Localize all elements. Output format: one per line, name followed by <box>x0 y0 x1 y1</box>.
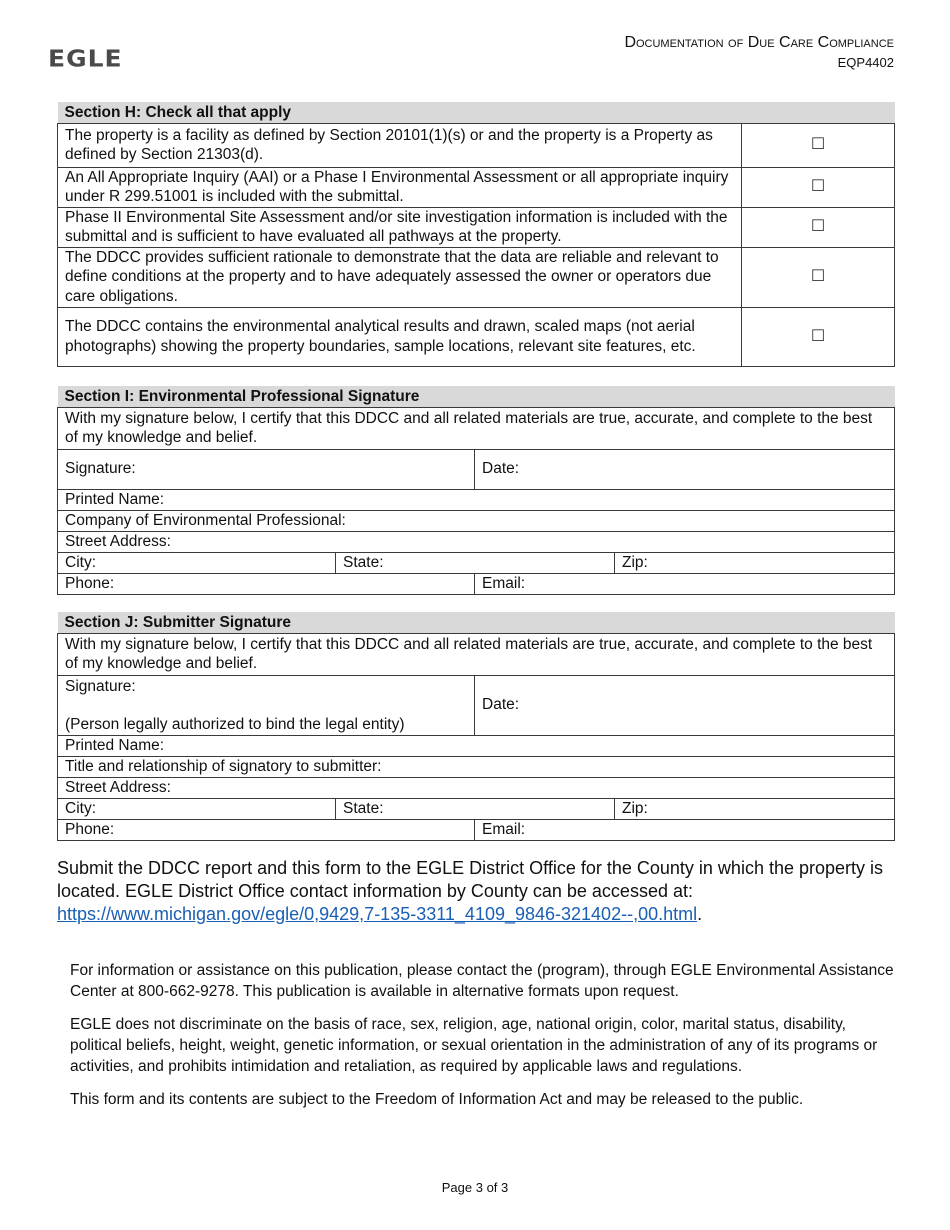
state-field[interactable]: State: <box>336 798 615 819</box>
signature-field[interactable] <box>58 675 475 735</box>
section-h-checkbox[interactable]: ☐ <box>742 167 895 207</box>
section-i-table <box>57 386 895 595</box>
email-field[interactable]: Email: <box>475 573 895 594</box>
zip-field[interactable]: Zip: <box>615 552 895 573</box>
section-h-table <box>57 102 895 367</box>
submit-instructions <box>57 857 907 926</box>
section-h-checkbox[interactable]: ☐ <box>742 307 895 366</box>
zip-field[interactable]: Zip: <box>615 798 895 819</box>
section-h-item-text: Phase II Environmental Site Assessment and/or site investigation information is included with the submittal and is sufficient to have evaluated all pathways at the property. <box>58 207 742 247</box>
signature-note: (Person legally authorized to bind the legal entity) <box>65 716 405 733</box>
city-field[interactable]: City: <box>58 798 336 819</box>
submit-trailing: . <box>697 904 703 924</box>
section-h-item-text: The DDCC provides sufficient rationale to demonstrate that the data are reliable and relevant to define conditions at the property and to have adequately assessed the owner or operators due care obligations. <box>58 247 742 307</box>
certification-statement: With my signature below, I certify that this DDCC and all related materials are true, accurate, and complete to the best of my knowledge and belief. <box>58 633 895 675</box>
company-field[interactable]: Company of Environmental Professional: <box>58 510 895 531</box>
egle-logo: EGLE <box>48 45 123 72</box>
phone-field[interactable]: Phone: <box>58 573 475 594</box>
info-paragraph: This form and its contents are subject to the Freedom of Information Act and may be released to the public. <box>70 1091 804 1108</box>
page-number: Page 3 of 3 <box>441 1180 509 1195</box>
certification-statement: With my signature below, I certify that this DDCC and all related materials are true, accurate, and complete to the best of my knowledge and belief. <box>58 407 895 449</box>
signature-label: Signature: <box>65 677 136 695</box>
document-header <box>624 34 894 70</box>
section-h-item-text: An All Appropriate Inquiry (AAI) or a Phase I Environmental Assessment or all appropriate inquiry under R 299.51001 is included with the submittal. <box>58 167 742 207</box>
section-h-checkbox[interactable]: ☐ <box>742 207 895 247</box>
date-field[interactable]: Date: <box>475 675 895 735</box>
info-paragraph: EGLE does not discriminate on the basis of race, sex, religion, age, national origin, color, marital status, disability, political beliefs, height, weight, genetic information, or sexual orientation in the administration of any of its programs or activities, and prohibits intimidation and retaliation, as required by applicable laws and regulations. <box>70 1016 878 1075</box>
info-paragraph: For information or assistance on this publication, please contact the (program), through EGLE Environmental Assistance Center at 800-662-9278. This publication is available in alternative formats upon request. <box>70 962 894 1000</box>
section-h-item-text: The DDCC contains the environmental analytical results and drawn, scaled maps (not aerial photographs) showing the property boundaries, sample locations, relevant site features, etc. <box>58 307 742 366</box>
publication-info <box>70 960 900 1122</box>
section-h-checkbox[interactable]: ☐ <box>742 247 895 307</box>
state-field[interactable]: State: <box>336 552 615 573</box>
district-office-link[interactable]: https://www.michigan.gov/egle/0,9429,7-135-3311_4109_9846-321402--,00.html <box>57 904 698 924</box>
section-h-item-text: The property is a facility as defined by Section 20101(1)(s) or and the property is a Property as defined by Section 21303(d). <box>58 123 742 167</box>
street-address-field[interactable]: Street Address: <box>58 531 895 552</box>
email-field[interactable]: Email: <box>475 819 895 840</box>
form-code: EQP4402 <box>837 55 894 70</box>
submit-text: Submit the DDCC report and this form to the EGLE District Office for the County in which the property is located. EGLE District Office contact information by County can be accessed at: <box>57 858 884 901</box>
phone-field[interactable]: Phone: <box>58 819 475 840</box>
section-h-title: Section H: Check all that apply <box>58 102 895 123</box>
section-i-title: Section I: Environmental Professional Signature <box>58 386 895 407</box>
document-title: Documentation of Due Care Compliance <box>624 34 894 51</box>
date-field[interactable]: Date: <box>475 449 895 489</box>
section-j-title: Section J: Submitter Signature <box>58 612 895 633</box>
section-j-table <box>57 612 895 841</box>
printed-name-field[interactable]: Printed Name: <box>58 735 895 756</box>
signature-field[interactable]: Signature: <box>58 449 475 489</box>
printed-name-field[interactable]: Printed Name: <box>58 489 895 510</box>
title-relationship-field[interactable]: Title and relationship of signatory to submitter: <box>58 756 895 777</box>
section-h-checkbox[interactable]: ☐ <box>742 123 895 167</box>
city-field[interactable]: City: <box>58 552 336 573</box>
street-address-field[interactable]: Street Address: <box>58 777 895 798</box>
